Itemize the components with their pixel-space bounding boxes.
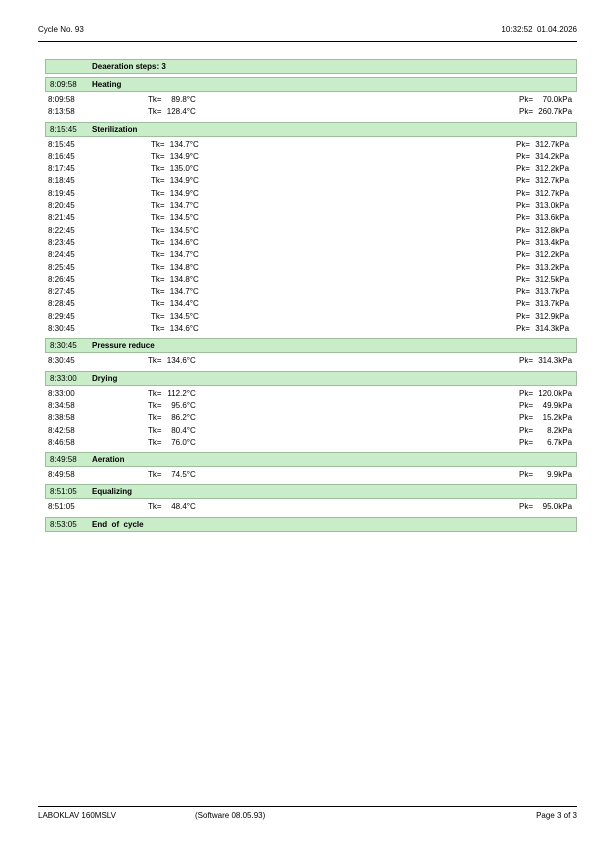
table-row — [45, 175, 577, 187]
row-time: 8:25:45 — [48, 262, 75, 272]
tk-value: Tk= 134.6°C — [151, 323, 199, 335]
tk-number: 134.9 — [169, 176, 190, 186]
table-row — [45, 249, 577, 261]
row-time: 8:24:45 — [48, 250, 75, 260]
pk-number: 313.7 — [535, 287, 556, 297]
tk-value: Tk= 134.7°C — [151, 200, 199, 212]
section-banner-heating — [45, 77, 577, 92]
table-row — [45, 323, 577, 335]
tk-value: Tk= 74.5°C — [148, 469, 196, 481]
tk-number: 135.0 — [169, 164, 190, 174]
pk-value: Pk= 312.7kPa — [516, 139, 569, 151]
table-row — [45, 311, 577, 323]
tk-value: Tk= 86.2°C — [148, 412, 196, 424]
row-time: 8:28:45 — [48, 299, 75, 309]
pk-number: 312.7 — [535, 139, 556, 149]
pk-value: Pk= 313.4kPa — [516, 237, 569, 249]
row-time: 8:15:45 — [48, 139, 75, 149]
footer-page-number: Page 3 of 3 — [536, 811, 577, 820]
pk-number: 260.7 — [538, 107, 559, 117]
tk-number: 134.6 — [169, 324, 190, 334]
section-equalizing — [45, 484, 577, 513]
pk-number: 314.2 — [535, 151, 556, 161]
row-time: 8:49:58 — [48, 470, 75, 480]
pk-value: Pk= 312.8kPa — [516, 225, 569, 237]
header-rule — [38, 41, 577, 42]
pk-value: Pk= 260.7kPa — [519, 106, 572, 118]
table-row — [45, 212, 577, 224]
pk-number: 312.5 — [535, 274, 556, 284]
pk-number: 314.3 — [535, 324, 556, 334]
tk-number: 134.7 — [169, 250, 190, 260]
tk-value: Tk= 134.9°C — [151, 175, 199, 187]
pk-number: 313.0 — [535, 201, 556, 211]
pk-value: Pk= 95.0kPa — [519, 501, 572, 513]
row-time: 8:29:45 — [48, 311, 75, 321]
tk-value: Tk= 128.4°C — [148, 106, 196, 118]
pk-value: Pk= 312.7kPa — [516, 175, 569, 187]
section-title: Deaeration steps: 3 — [92, 62, 166, 71]
row-time: 8:38:58 — [48, 413, 75, 423]
row-time: 8:23:45 — [48, 237, 75, 247]
footer-device-name: LABOKLAV 160MSLV — [38, 811, 116, 820]
pk-number: 8.2 — [547, 425, 559, 435]
tk-number: 134.7 — [169, 287, 190, 297]
section-time: 8:53:05 — [50, 519, 77, 529]
section-time: 8:33:00 — [50, 373, 77, 383]
section-banner-equalizing — [45, 484, 577, 499]
tk-value: Tk= 134.6°C — [148, 355, 196, 367]
section-end-of-cycle — [45, 517, 577, 532]
section-title: Drying — [92, 373, 118, 383]
section-title: Heating — [92, 80, 122, 89]
row-time: 8:42:58 — [48, 425, 75, 435]
row-time: 8:13:58 — [48, 107, 75, 117]
tk-value: Tk= 135.0°C — [151, 163, 199, 175]
section-banner-end-of-cycle — [45, 517, 577, 532]
table-row — [45, 355, 577, 367]
table-row — [45, 188, 577, 200]
pk-value: Pk= 314.2kPa — [516, 151, 569, 163]
pk-value: Pk= 312.2kPa — [516, 163, 569, 175]
row-time: 8:19:45 — [48, 188, 75, 198]
tk-value: Tk= 134.8°C — [151, 262, 199, 274]
section-aeration — [45, 452, 577, 481]
row-time: 8:26:45 — [48, 274, 75, 284]
row-time: 8:21:45 — [48, 213, 75, 223]
row-time: 8:18:45 — [48, 176, 75, 186]
row-time: 8:30:45 — [48, 324, 75, 334]
pk-number: 15.2 — [542, 413, 559, 423]
tk-number: 134.8 — [169, 274, 190, 284]
table-row — [45, 139, 577, 151]
tk-number: 134.5 — [169, 311, 190, 321]
row-time: 8:20:45 — [48, 201, 75, 211]
section-heating — [45, 77, 577, 119]
tk-value: Tk= 134.4°C — [151, 298, 199, 310]
table-row — [45, 400, 577, 412]
section-drying — [45, 371, 577, 449]
section-time: 8:49:58 — [50, 455, 77, 465]
tk-value: Tk= 134.9°C — [151, 151, 199, 163]
table-row — [45, 237, 577, 249]
table-row — [45, 274, 577, 286]
tk-value: Tk= 134.7°C — [151, 286, 199, 298]
pk-number: 313.4 — [535, 237, 556, 247]
row-time: 8:09:58 — [48, 95, 75, 104]
tk-number: 134.8 — [169, 262, 190, 272]
header-cycle-number: Cycle No. 93 — [38, 25, 84, 34]
row-time: 8:33:00 — [48, 388, 75, 398]
section-banner-aeration — [45, 452, 577, 467]
section-title: Sterilization — [92, 124, 138, 134]
pk-number: 314.3 — [538, 356, 559, 366]
table-row — [45, 200, 577, 212]
pk-value: Pk= 312.9kPa — [516, 311, 569, 323]
table-row — [45, 437, 577, 449]
tk-value: Tk= 134.9°C — [151, 188, 199, 200]
pk-number: 312.8 — [535, 225, 556, 235]
section-time: 8:30:45 — [50, 341, 77, 351]
section-title: End of cycle — [92, 519, 144, 529]
pk-value: Pk= 312.7kPa — [516, 188, 569, 200]
section-title: Equalizing — [92, 487, 132, 497]
table-row — [45, 106, 577, 118]
tk-number: 86.2 — [171, 413, 187, 423]
tk-number: 134.7 — [169, 139, 190, 149]
pk-value: Pk= 6.7kPa — [519, 437, 572, 449]
table-row — [45, 163, 577, 175]
pk-number: 120.0 — [538, 388, 559, 398]
table-row — [45, 262, 577, 274]
pk-value: Pk= 313.7kPa — [516, 286, 569, 298]
tk-value: Tk= 134.5°C — [151, 311, 199, 323]
pk-value: Pk= 120.0kPa — [519, 388, 572, 400]
tk-number: 134.6 — [169, 237, 190, 247]
pk-value: Pk= 313.6kPa — [516, 212, 569, 224]
pk-number: 313.2 — [535, 262, 556, 272]
tk-number: 134.9 — [169, 188, 190, 198]
pk-number: 312.2 — [535, 164, 556, 174]
table-row — [45, 298, 577, 310]
tk-number: 128.4 — [166, 107, 187, 117]
tk-value: Tk= 134.6°C — [151, 237, 199, 249]
report-table — [45, 59, 577, 534]
table-row — [45, 469, 577, 481]
footer-rule — [38, 806, 577, 807]
tk-number: 80.4 — [171, 425, 187, 435]
table-row — [45, 151, 577, 163]
tk-number: 76.0 — [171, 437, 187, 447]
pk-value: Pk= 314.3kPa — [519, 355, 572, 367]
pk-value: Pk= 70.0kPa — [519, 94, 572, 106]
pk-value: Pk= 314.3kPa — [516, 323, 569, 335]
tk-value: Tk= 89.8°C — [148, 94, 196, 106]
pk-number: 312.2 — [535, 250, 556, 260]
tk-value: Tk= 95.6°C — [148, 400, 196, 412]
section-time: 8:15:45 — [50, 124, 77, 134]
section-banner-deaeration-steps-3 — [45, 59, 577, 74]
tk-value: Tk= 48.4°C — [148, 501, 196, 513]
pk-value: Pk= 313.2kPa — [516, 262, 569, 274]
tk-number: 134.6 — [166, 356, 187, 366]
pk-value: Pk= 15.2kPa — [519, 412, 572, 424]
pk-value: Pk= 8.2kPa — [519, 425, 572, 437]
tk-number: 48.4 — [171, 502, 187, 512]
row-time: 8:22:45 — [48, 225, 75, 235]
pk-value: Pk= 49.9kPa — [519, 400, 572, 412]
pk-value: Pk= 312.5kPa — [516, 274, 569, 286]
tk-number: 134.7 — [169, 201, 190, 211]
table-row — [45, 94, 577, 106]
row-time: 8:16:45 — [48, 151, 75, 161]
table-row — [45, 501, 577, 513]
pk-number: 49.9 — [542, 400, 559, 410]
pk-number: 70.0 — [542, 95, 559, 104]
section-time: 8:51:05 — [50, 487, 77, 497]
tk-value: Tk= 134.5°C — [151, 225, 199, 237]
table-row — [45, 225, 577, 237]
tk-value: Tk= 76.0°C — [148, 437, 196, 449]
table-row — [45, 286, 577, 298]
tk-value: Tk= 134.7°C — [151, 249, 199, 261]
tk-number: 134.9 — [169, 151, 190, 161]
pk-number: 313.7 — [535, 299, 556, 309]
tk-number: 134.4 — [169, 299, 190, 309]
pk-number: 312.7 — [535, 188, 556, 198]
header-datetime: 10:32:52 01.04.2026 — [501, 25, 577, 34]
section-sterilization — [45, 122, 577, 336]
pk-number: 9.9 — [547, 470, 559, 480]
pk-number: 6.7 — [547, 437, 559, 447]
row-time: 8:30:45 — [48, 356, 75, 366]
tk-number: 134.5 — [169, 213, 190, 223]
section-time: 8:09:58 — [50, 80, 77, 89]
pk-value: Pk= 9.9kPa — [519, 469, 572, 481]
section-deaeration-steps-3 — [45, 59, 577, 74]
section-title: Aeration — [92, 455, 125, 465]
tk-value: Tk= 134.7°C — [151, 139, 199, 151]
tk-number: 89.8 — [171, 95, 187, 104]
row-time: 8:27:45 — [48, 287, 75, 297]
pk-value: Pk= 313.7kPa — [516, 298, 569, 310]
row-time: 8:51:05 — [48, 502, 75, 512]
table-row — [45, 388, 577, 400]
pk-number: 312.9 — [535, 311, 556, 321]
tk-value: Tk= 80.4°C — [148, 425, 196, 437]
tk-value: Tk= 134.5°C — [151, 212, 199, 224]
pk-number: 313.6 — [535, 213, 556, 223]
table-row — [45, 425, 577, 437]
row-time: 8:34:58 — [48, 400, 75, 410]
tk-value: Tk= 112.2°C — [148, 388, 196, 400]
pk-number: 312.7 — [535, 176, 556, 186]
tk-number: 95.6 — [171, 400, 187, 410]
pk-value: Pk= 312.2kPa — [516, 249, 569, 261]
section-pressure-reduce — [45, 338, 577, 367]
footer-software-version: (Software 08.05.93) — [195, 811, 266, 820]
row-time: 8:46:58 — [48, 437, 75, 447]
pk-value: Pk= 313.0kPa — [516, 200, 569, 212]
section-title: Pressure reduce — [92, 341, 155, 351]
tk-number: 112.2 — [167, 388, 187, 398]
tk-number: 74.5 — [171, 470, 187, 480]
section-banner-drying — [45, 371, 577, 386]
section-banner-sterilization — [45, 122, 577, 137]
tk-value: Tk= 134.8°C — [151, 274, 199, 286]
table-row — [45, 412, 577, 424]
tk-number: 134.5 — [169, 225, 190, 235]
pk-number: 95.0 — [542, 502, 559, 512]
section-banner-pressure-reduce — [45, 338, 577, 353]
row-time: 8:17:45 — [48, 164, 75, 174]
